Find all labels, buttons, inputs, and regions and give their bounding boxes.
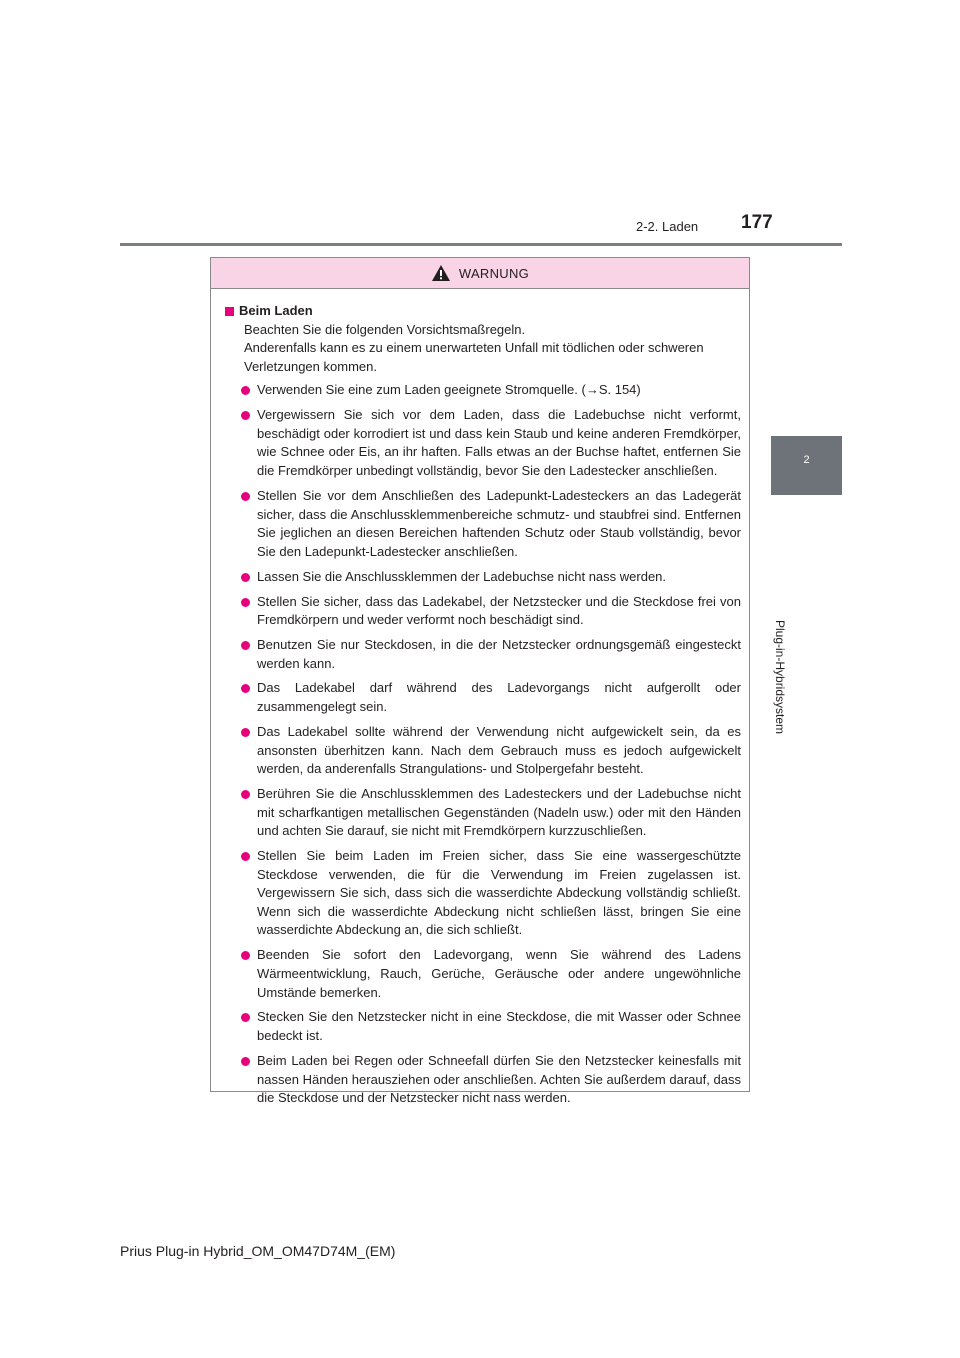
warning-box (210, 257, 750, 1106)
bullet-dot-icon (241, 684, 250, 693)
bullet-dot-icon (241, 573, 250, 582)
chapter-tab: 2 (771, 436, 842, 495)
section-title: 2-2. Laden (636, 219, 699, 234)
list-item: Stecken Sie den Netzstecker nicht in eine Steckdose, die mit Wasser oder Schnee bedeckt ist. (225, 1008, 741, 1045)
document-id: Prius Plug-in Hybrid_OM_OM47D74M_(EM) (120, 1243, 396, 1259)
warning-title: WARNUNG (458, 265, 530, 281)
bullet-dot-icon (241, 386, 250, 395)
bullet-dot-icon (241, 852, 250, 861)
header-divider (120, 243, 842, 246)
list-item: Stellen Sie sicher, dass das Ladekabel, der Netzstecker und die Steckdose frei von Fremdkörpern und weder verformt noch beschädigt sind. (225, 593, 741, 630)
bullet-dot-icon (241, 790, 250, 799)
warning-section-heading (225, 302, 741, 321)
list-item: Vergewissern Sie sich vor dem Laden, dass die Ladebuchse nicht verformt, beschädigt oder korrodiert ist und dass kein Staub und keine anderen Fremdkörper, wie Schnee oder Eis, an ihr haften. Falls etwas an der Buchse haftet, entfernen Sie die Fremdkörper unbedingt vollständig, bevor Sie den Ladestecker anschließen. (225, 406, 741, 480)
bullet-dot-icon (241, 1057, 250, 1066)
list-item: Das Ladekabel sollte während der Verwendung nicht aufgewickelt sein, da es ansonsten überhitzen kann. Nach dem Gebrauch muss es jedoch aufgewickelt werden, da anderenfalls Strangulations- und Stolpergefahr besteht. (225, 723, 741, 779)
warning-header (211, 258, 749, 289)
list-item: Lassen Sie die Anschlussklemmen der Ladebuchse nicht nass werden. (225, 568, 741, 587)
bullet-dot-icon (241, 951, 250, 960)
bullet-dot-icon (241, 492, 250, 501)
list-item: Verwenden Sie eine zum Laden geeignete Stromquelle. (→S. 154) (225, 381, 741, 400)
warning-section-title: Beim Laden (239, 303, 313, 318)
list-item: Berühren Sie die Anschlussklemmen des Ladesteckers und der Ladebuchse nicht mit scharfkantigen metallischen Gegenständen (Nadeln usw.) oder mit den Händen und achten Sie darauf, sie nicht mit Fremdkörpern kurzzuschließen. (225, 785, 741, 841)
list-item: Benutzen Sie nur Steckdosen, in die der Netzstecker ordnungsgemäß eingesteckt werden kann. (225, 636, 741, 673)
warning-body (211, 289, 749, 1108)
warning-triangle-icon (431, 264, 451, 282)
chapter-title: Plug-in-Hybridsystem (773, 620, 787, 735)
square-bullet-icon (225, 307, 234, 316)
intro-line: Beachten Sie die folgenden Vorsichtsmaßregeln. (244, 321, 526, 337)
bullet-dot-icon (241, 641, 250, 650)
list-item: Beim Laden bei Regen oder Schneefall dürfen Sie den Netzstecker keinesfalls mit nassen Händen herausziehen oder anschließen. Achten Sie außerdem darauf, dass die Steckdose und der Netzstecker nicht nass werden. (225, 1052, 741, 1108)
bullet-dot-icon (241, 728, 250, 737)
warning-list (225, 381, 741, 1107)
list-item: Stellen Sie beim Laden im Freien sicher, dass Sie eine wassergeschützte Steckdose verwenden, die für die Verwendung im Freien zugelassen ist. Vergewissern Sie sich, dass sich die wasserdichte Abdeckung vollständig schließt. Wenn sich die wasserdichte Abdeckung nicht schließen lässt, bringen Sie eine wasserdichte Abdeckung an, die sich schließt. (225, 847, 741, 940)
page-number: 177 (741, 212, 773, 233)
list-item: Beenden Sie sofort den Ladevorgang, wenn Sie während des Ladens Wärmeentwicklung, Rauch, Gerüche, Geräusche oder andere ungewöhnliche Umstände bemerken. (225, 946, 741, 1002)
bullet-dot-icon (241, 598, 250, 607)
list-item: Das Ladekabel darf während des Ladevorgangs nicht aufgerollt oder zusammengelegt sein. (225, 679, 741, 716)
list-item: Stellen Sie vor dem Anschließen des Ladepunkt-Ladesteckers an das Ladegerät sicher, dass die Anschlussklemmenbereiche schmutz- und staubfrei sind. Entfernen Sie jeglichen an diesen Bereichen haftenden Schutz oder Staub vollständig, bevor Sie den Ladepunkt-Ladestecker anschließen. (225, 487, 741, 561)
bullet-dot-icon (241, 411, 250, 420)
warning-intro (225, 321, 741, 377)
intro-line: Anderenfalls kann es zu einem unerwarteten Unfall mit tödlichen oder schweren Verletzungen kommen. (244, 340, 704, 374)
bullet-dot-icon (241, 1013, 250, 1022)
